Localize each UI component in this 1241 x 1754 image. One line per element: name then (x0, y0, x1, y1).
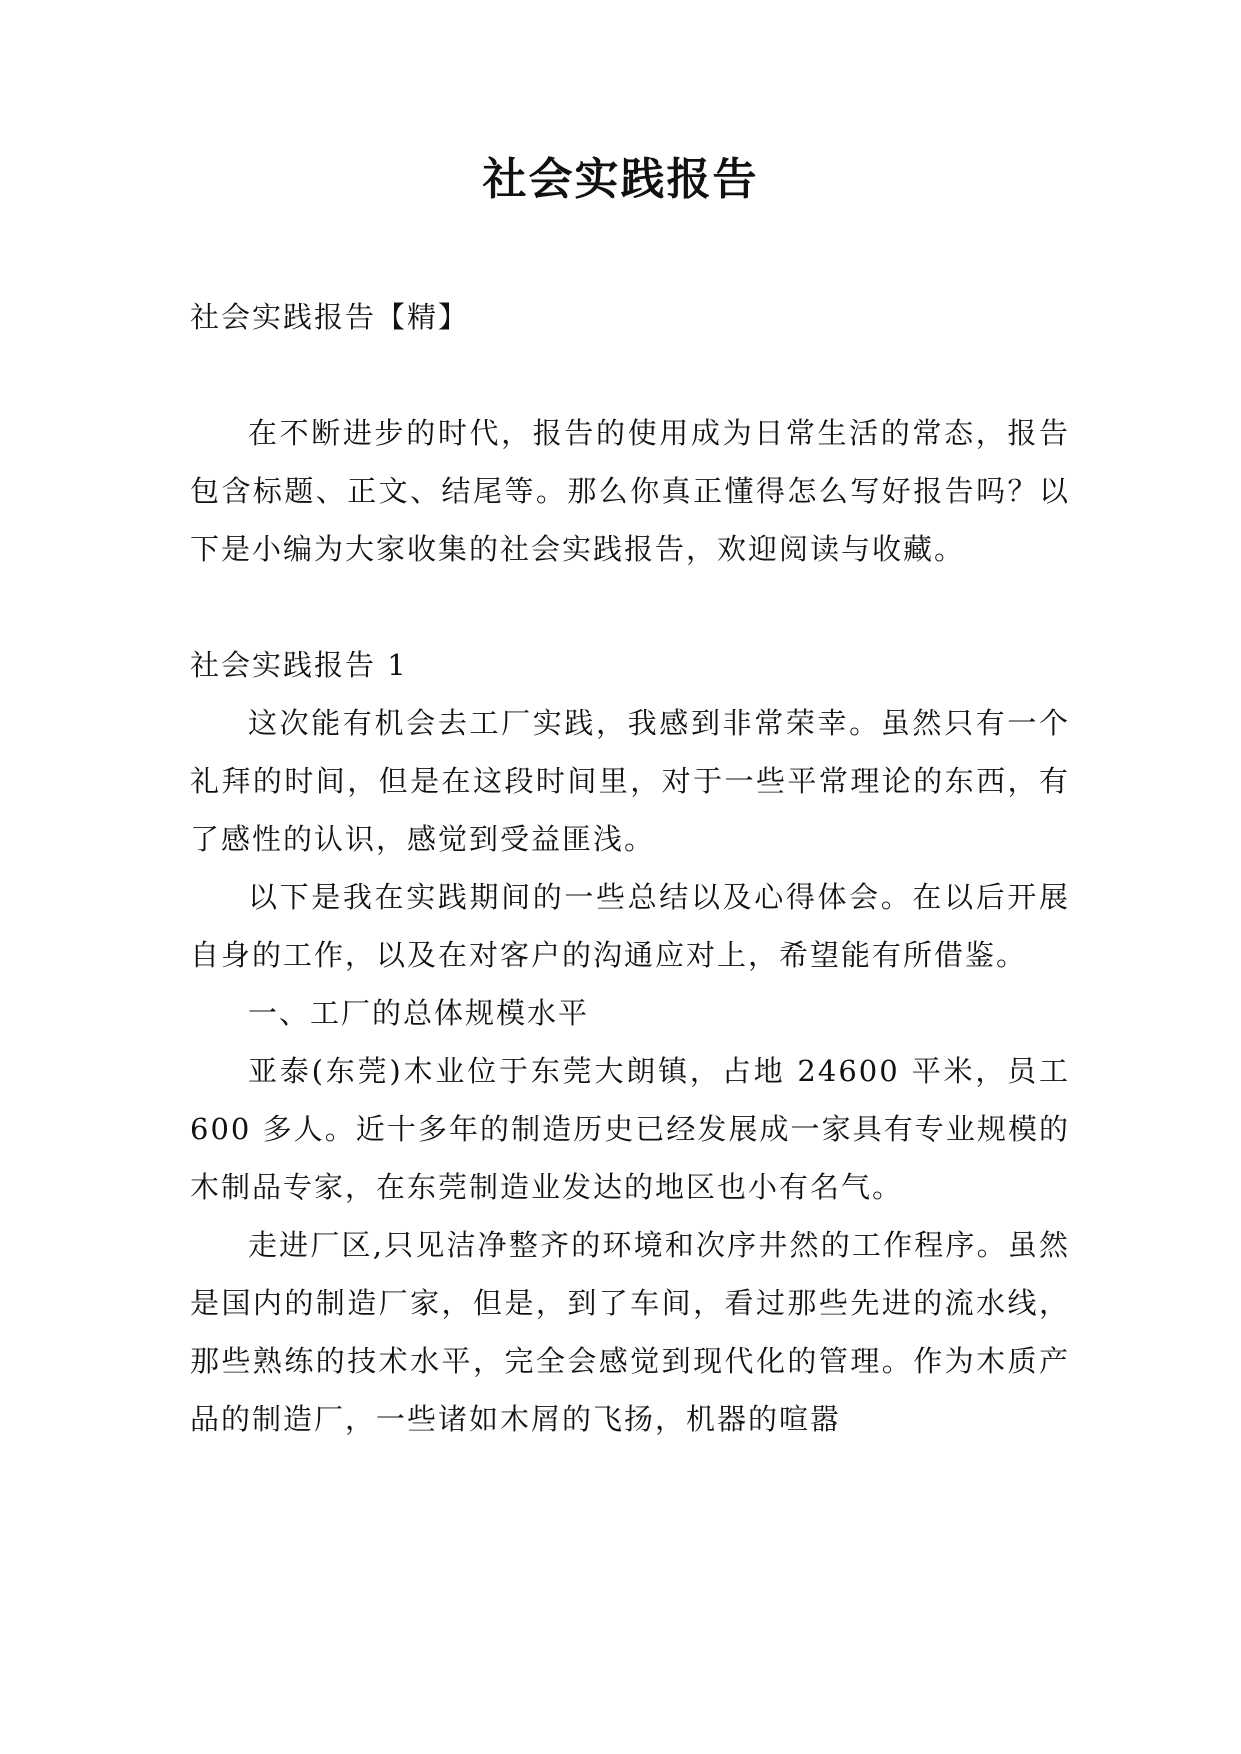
body-paragraph: 走进厂区,只见洁净整齐的环境和次序井然的工作程序。虽然是国内的制造厂家，但是，到了车间，看过那些先进的流水线，那些熟练的技术水平，完全会感觉到现代化的管理。作为木质产品的制造厂，一些诸如木屑的飞扬，机器的喧嚣 (190, 1228, 1070, 1436)
section-title: 社会实践报告 1 (190, 648, 408, 682)
document-title: 社会实践报告 (482, 154, 759, 205)
intro-paragraph: 在不断进步的时代，报告的使用成为日常生活的常态，报告包含标题、正文、结尾等。那么你真正懂得怎么写好报告吗？以下是小编为大家收集的社会实践报告，欢迎阅读与收藏。 (190, 416, 1070, 566)
body-paragraph: 亚泰(东莞)木业位于东莞大朗镇，占地 24600 平米，员工 600 多人。近十多年的制造历史已经发展成一家具有专业规模的木制品专家，在东莞制造业发达的地区也小有名气。 (190, 1054, 1070, 1204)
body-paragraph: 这次能有机会去工厂实践，我感到非常荣幸。虽然只有一个礼拜的时间，但是在这段时间里，对于一些平常理论的东西，有了感性的认识，感觉到受益匪浅。 (190, 706, 1070, 856)
body-paragraph: 以下是我在实践期间的一些总结以及心得体会。在以后开展自身的工作，以及在对客户的沟通应对上，希望能有所借鉴。 (190, 880, 1070, 972)
document-subtitle: 社会实践报告【精】 (190, 300, 470, 334)
document-body (190, 288, 1070, 1448)
body-heading: 一、工厂的总体规模水平 (248, 996, 590, 1030)
